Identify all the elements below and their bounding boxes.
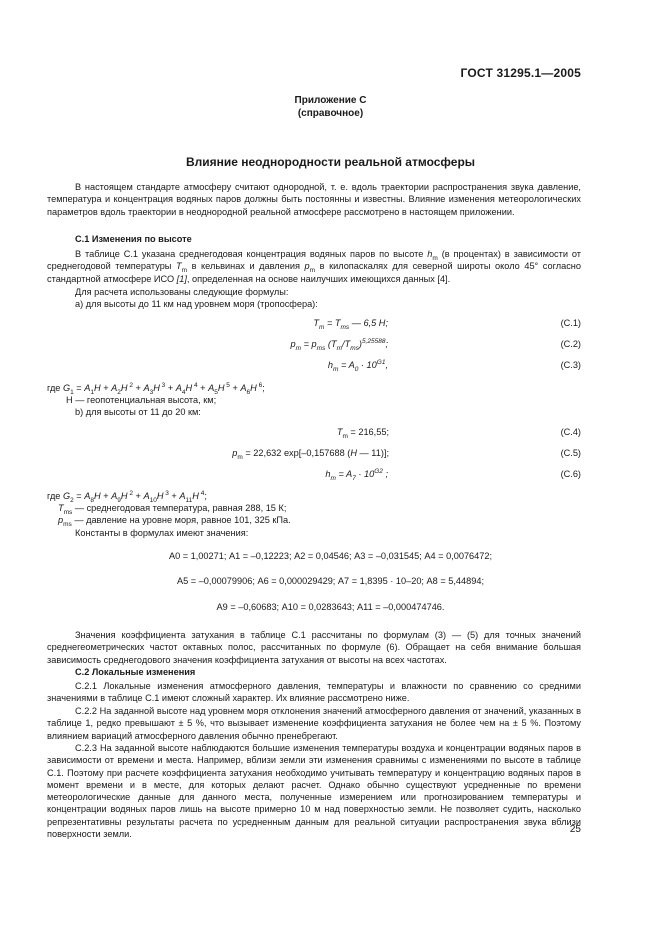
- pms-definition: $p_{ms}$ — давление на уровне моря, равное 101, 325 кПа.: [58, 515, 291, 528]
- intro-paragraph: В настоящем стандарте атмосферу считают однородной, т. е. вдоль траектории распространения звука давление, температура и концентрация водяных паров должны быть постоянны и известны. Влияние изменения метеорологических параметров вдоль траектории в неоднородной реальной атмосфере рассмотрено в настоящем приложении.: [47, 182, 581, 217]
- tms-definition: $T_{ms}$ — среднегодовая температура, равная 288, 15 К;: [58, 503, 287, 516]
- g1-definition: где $G_1 = A_1H + A_2H$ $^2 + A_3H$ $^3 + A_4H$ $^4 + A_5H$ $^5 + A_6H$ $^6$;: [47, 381, 265, 396]
- formula-c5-number: (С.5): [560, 448, 581, 458]
- formula-c3-number: (С.3): [560, 360, 581, 370]
- formula-c2-number: (С.2): [560, 339, 581, 349]
- section-c2-heading: С.2 Локальные изменения: [75, 667, 196, 677]
- constants-line-2: А5 = –0,00079906; А6 = 0,000029429; А7 = 1,8395 · 10–20; А8 = 5,44894;: [176, 576, 485, 586]
- g2-definition: где $G_2 = A_8H + A_9H$ $^2 + A_{10}H$ $^3 + A_{11}H$ $^4$;: [47, 489, 207, 504]
- formulas-intro: Для расчета использованы следующие формулы:: [75, 287, 289, 297]
- case-b-label: b) для высоты от 11 до 20 км:: [75, 407, 201, 417]
- c2-3-paragraph: С.2.3 На заданной высоте наблюдаются большие изменения температуры воздуха и концентрации водяных паров в зависимости от времени и места. Например, вблизи земли эти изменения сравнимы с изменениями по высоте в таблице С.1. Поэтому при расчете коэффициента затухания необходимо учитывать температуру и концентрацию водяных паров в момент времени и в месте, для которых делают расчет. Однако обычно существуют усредненные по времени метеорологические данные для данного места, полученные измерением или прогнозированием температуры и концентрации водяных паров лишь на высоте примерно 10 м над поверхностью земли. Не позволяет судить, насколько репрезентативны результаты расчета по усредненным данным для реальной ситуации распространения звука вблизи поверхности земли.: [47, 743, 581, 840]
- c2-2-paragraph: С.2.2 На заданной высоте над уровнем моря отклонения значений атмосферного давления от значений, указанных в таблице 1, редко превышают ± 5 %, что вызывает изменение коэффициента затухания не более чем на ± 5 %. Поэтому влиянием вариаций атмосферного давления обычно пренебрегают.: [47, 706, 581, 741]
- formula-c6-number: (С.6): [560, 469, 581, 479]
- section-c1-paragraph: В таблице С.1 указана среднегодовая концентрация водяных паров по высоте $h_m$ (в процентах) в зависимости от среднегодовой температуры $T_m$ в кельвинах и давления $p_m$ в килопаскалях для северной широты около 45° согласно стандартной атмосфере ИСО [1], определенная на основе наилучших имеющихся данных [4].: [47, 249, 581, 284]
- formula-c1-number: (С.1): [560, 318, 581, 328]
- h-definition: Н — геопотенциальная высота, км;: [66, 395, 217, 405]
- attenuation-paragraph: Значения коэффициента затухания в таблице С.1 рассчитаны по формулам (3) — (5) для точных значений среднегеометрических частот октавных полос, рассчитанных по формуле (6). Обращает на себя внимание большая зависимость среднегодового значения коэффициента затухания от высоты на всех частотах.: [47, 630, 581, 665]
- formula-c4: $T_m = 216,55$;: [336, 427, 389, 440]
- formula-c4-number: (С.4): [560, 427, 581, 437]
- formula-c5: $p_m = 22,632$ exp[–0,157688 (H — 11)];: [232, 448, 389, 461]
- formula-c3: $h_m = A_0 \cdot 10^{G1}$,: [327, 358, 388, 373]
- case-a-label: а) для высоты до 11 км над уровнем моря (тропосфера):: [75, 299, 318, 309]
- annex-label: Приложение С: [294, 95, 367, 106]
- formula-c1: $T_m = T_{ms}$ — 6,5 H;: [313, 318, 388, 331]
- constants-line-3: А9 = –0,60683; А10 = 0,0283643; А11 = –0,000474746.: [216, 602, 445, 612]
- formula-c6: $h_m = A_7 \cdot 10^{G2}$ ;: [325, 467, 388, 482]
- c2-1-paragraph: С.2.1 Локальные изменения атмосферного давления, температуры и влажности по сравнению со средними значениями в таблице С.1 имеют сложный характер. Их влияние рассмотрено ниже.: [47, 681, 581, 704]
- annex-title: Влияние неоднородности реальной атмосферы: [185, 155, 476, 169]
- page-number: 25: [569, 824, 581, 835]
- standard-designation: ГОСТ 31295.1—2005: [460, 66, 581, 80]
- annex-kind: (справочное): [297, 108, 364, 119]
- formula-c2: $p_m = p_{ms}$ $(T_m/T_{ms})^{5,25588}$;: [290, 337, 388, 352]
- constants-intro: Константы в формулах имеют значения:: [75, 528, 249, 538]
- section-c1-heading: С.1 Изменения по высоте: [75, 234, 192, 244]
- constants-line-1: А0 = 1,00271; А1 = –0,12223; А2 = 0,04546; А3 = –0,031545; А4 = 0,0076472;: [168, 551, 493, 561]
